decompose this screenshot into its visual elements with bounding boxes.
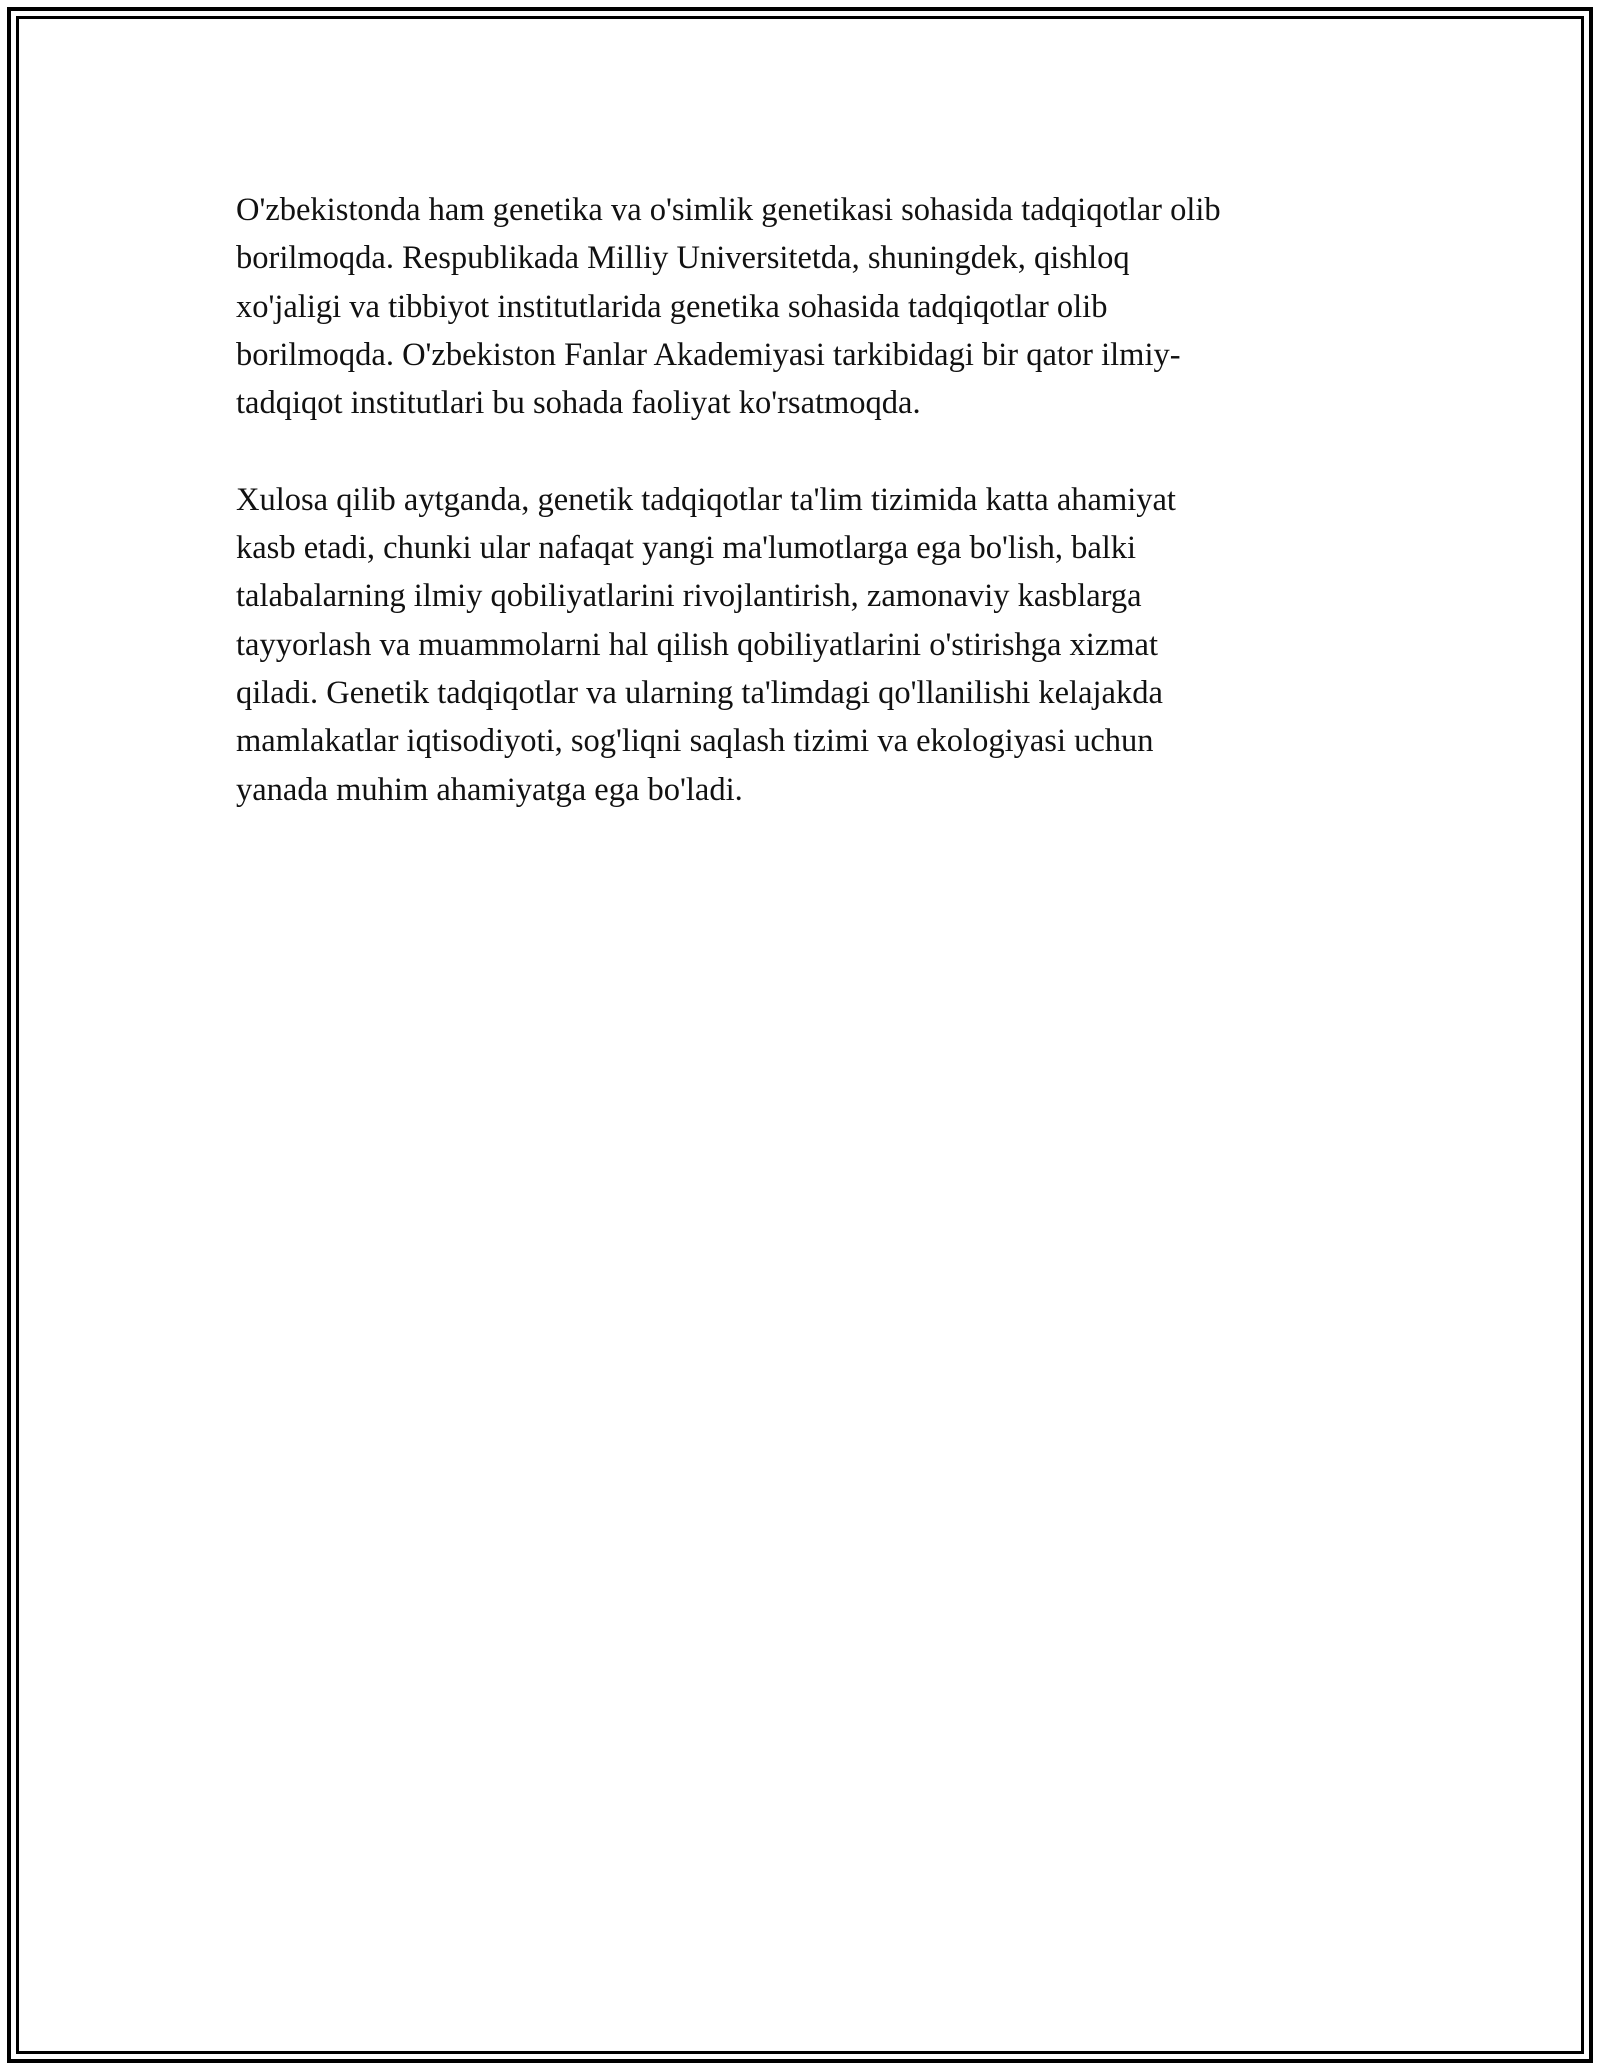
text-line: Xulosa qilib aytganda, genetik tadqiqotlar ta'lim tizimida katta ahamiyat xyxy=(236,481,1176,518)
text-line: tayyorlash va muammolarni hal qilish qobiliyatlarini o'stirishga xizmat xyxy=(236,626,1158,663)
text-line: tadqiqot institutlari bu sohada faoliyat ko'rsatmoqda. xyxy=(236,385,921,422)
text-line: borilmoqda. Respublikada Milliy Universitetda, shuningdek, qishloq xyxy=(236,240,1130,277)
text-line: qiladi. Genetik tadqiqotlar va ularning ta'limdagi qo'llanilishi kelajakda xyxy=(236,674,1163,711)
text-line: borilmoqda. O'zbekiston Fanlar Akademiyasi tarkibidagi bir qator ilmiy- xyxy=(236,336,1181,373)
paragraph-conclusion xyxy=(236,476,1366,814)
text-line: talabalarning ilmiy qobiliyatlarini rivojlantirish, zamonaviy kasblarga xyxy=(236,578,1142,615)
text-line: xo'jaligi va tibbiyot institutlarida genetika sohasida tadqiqotlar olib xyxy=(236,288,1108,325)
text-line: yanada muhim ahamiyatga ega bo'ladi. xyxy=(236,771,743,808)
paragraph-genetics-research-uzbekistan xyxy=(236,186,1366,427)
text-line: kasb etadi, chunki ular nafaqat yangi ma'lumotlarga ega bo'lish, balki xyxy=(236,530,1137,567)
text-line: mamlakatlar iqtisodiyoti, sog'liqni saqlash tizimi va ekologiyasi uchun xyxy=(236,723,1154,760)
text-line: O'zbekistonda ham genetika va o'simlik genetikasi sohasida tadqiqotlar olib xyxy=(236,192,1221,228)
document-body xyxy=(236,186,1366,814)
